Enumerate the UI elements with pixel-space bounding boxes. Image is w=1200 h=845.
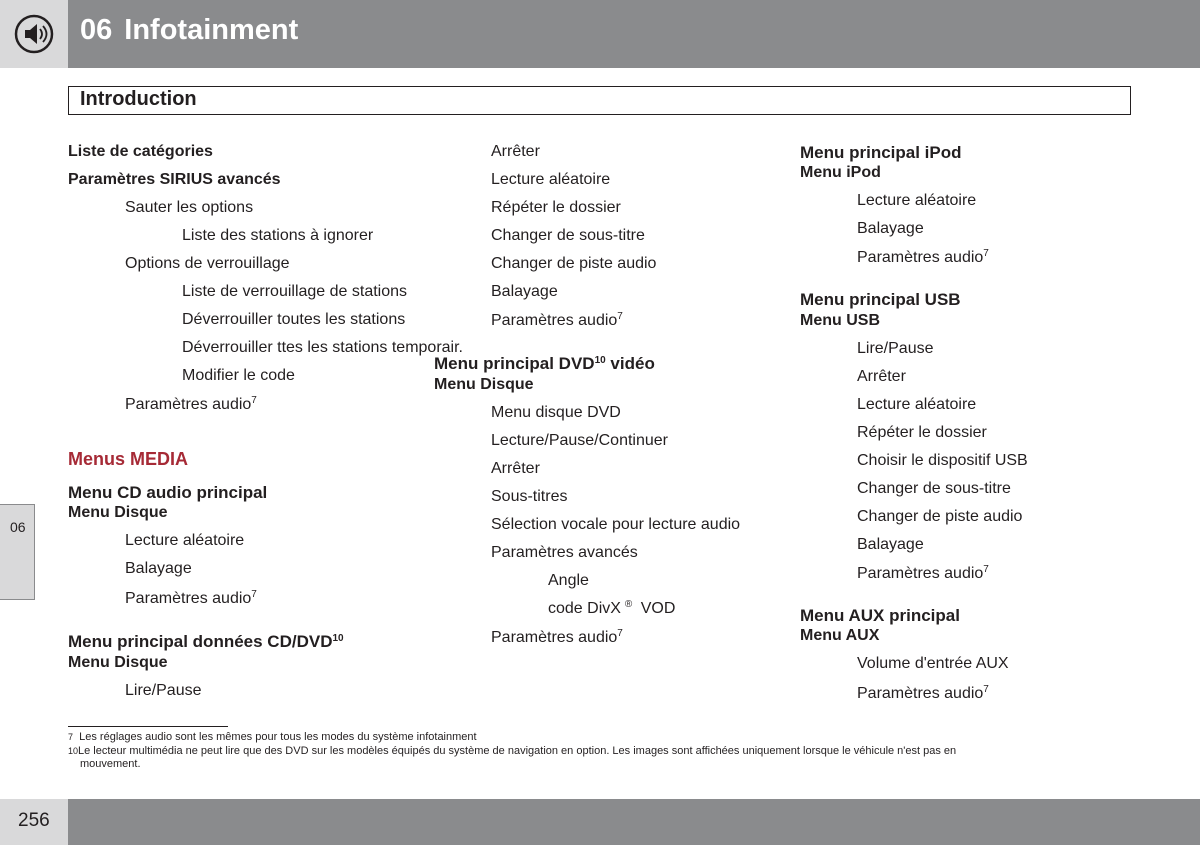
chapter-icon-box xyxy=(0,0,68,68)
section-title-box xyxy=(68,86,1131,115)
menu-item: Arrêter xyxy=(857,368,906,385)
menu-item: Balayage xyxy=(857,536,924,553)
menu-item: Paramètres avancés xyxy=(491,544,638,561)
menu-item: Changer de sous-titre xyxy=(857,480,1011,497)
menu-item: Lecture aléatoire xyxy=(491,171,611,188)
menu-item: Paramètres audio$^7$ xyxy=(857,248,989,266)
menu-subheading: Menu USB xyxy=(800,312,880,329)
footer-bar xyxy=(68,799,1200,845)
menu-item: Menu disque DVD xyxy=(491,404,621,421)
menu-item: Lecture aléatoire xyxy=(125,532,245,549)
menu-item: Arrêter xyxy=(491,143,540,160)
menu-item: Balayage xyxy=(125,560,192,577)
menu-item: Liste des stations à ignorer xyxy=(182,227,374,244)
menu-subheading: Menu iPod xyxy=(800,164,881,181)
menu-item: Changer de piste audio xyxy=(491,255,657,272)
speaker-icon xyxy=(14,14,54,54)
menu-item: Sous-titres xyxy=(491,488,568,505)
menu-item: Modifier le code xyxy=(182,367,295,384)
menu-item: Lecture aléatoire xyxy=(857,192,977,209)
chapter-number: 06 xyxy=(80,14,113,46)
menu-item: Paramètres SIRIUS avancés xyxy=(68,171,281,188)
menu-heading: Menu principal USB xyxy=(800,290,961,309)
menu-item: Liste de catégories xyxy=(68,143,213,160)
page-number-box xyxy=(0,799,68,845)
menu-item: Répéter le dossier xyxy=(857,424,987,441)
menu-item: Répéter le dossier xyxy=(491,199,621,216)
footnote: 7 Les réglages audio sont les mêmes pour tous les modes du système infotainment xyxy=(68,731,477,743)
menu-heading: Menu AUX principal xyxy=(800,606,960,625)
footnote: 10Le lecteur multimédia ne peut lire que des DVD sur les modèles équipés du système de navigation en option. Les images sont affichées uniquement lorsque le véhicule n'est pas en xyxy=(68,745,957,757)
menu-item: Balayage xyxy=(491,283,558,300)
footnote-divider xyxy=(68,726,228,727)
menu-heading: Menu CD audio principal xyxy=(68,483,268,502)
menu-item: Paramètres audio$^7$ xyxy=(491,311,623,329)
menu-item: Lecture aléatoire xyxy=(857,396,977,413)
side-tab xyxy=(0,504,35,600)
menu-item: Paramètres audio$^7$ xyxy=(857,564,989,582)
section-title: Introduction xyxy=(80,88,197,110)
menu-item: Changer de sous-titre xyxy=(491,227,645,244)
menu-item: code DivX ® VOD xyxy=(548,599,676,617)
menu-item: Angle xyxy=(548,572,589,589)
menu-item: Lire/Pause xyxy=(857,340,934,357)
menu-item: Lire/Pause xyxy=(125,682,202,699)
menu-subheading: Menu Disque xyxy=(68,504,168,521)
menu-item: Lecture/Pause/Continuer xyxy=(491,432,668,449)
menu-subheading: Menu AUX xyxy=(800,627,880,644)
side-tab-label: 06 xyxy=(10,519,26,535)
chapter-name: Infotainment xyxy=(124,14,299,46)
menu-item: Sauter les options xyxy=(125,199,254,216)
menu-subheading: Menu Disque xyxy=(68,654,168,671)
menu-subheading: Menu Disque xyxy=(434,376,534,393)
menu-item: Options de verrouillage xyxy=(125,255,290,272)
menu-item: Balayage xyxy=(857,220,924,237)
footnote-continuation: mouvement. xyxy=(80,758,141,770)
menu-item: Déverrouiller ttes les stations temporair. xyxy=(182,339,463,356)
menu-item: Sélection vocale pour lecture audio xyxy=(491,516,741,533)
menu-item: Choisir le dispositif USB xyxy=(857,452,1028,469)
chapter-title xyxy=(80,14,298,47)
menu-item: Changer de piste audio xyxy=(857,508,1023,525)
media-heading: Menus MEDIA xyxy=(68,449,189,469)
menu-heading: Menu principal données CD/DVD$^{10}$ xyxy=(68,632,344,651)
menu-heading: Menu principal iPod xyxy=(800,143,962,162)
menu-item: Paramètres audio$^7$ xyxy=(857,684,989,702)
menu-item: Volume d'entrée AUX xyxy=(857,655,1009,672)
menu-heading: Menu principal DVD$^{10}$ vidéo xyxy=(434,354,655,373)
menu-item: Arrêter xyxy=(491,460,540,477)
menu-item: Paramètres audio$^7$ xyxy=(125,395,257,413)
menu-item: Liste de verrouillage de stations xyxy=(182,283,408,300)
page-number: 256 xyxy=(18,810,50,831)
menu-item: Paramètres audio$^7$ xyxy=(491,628,623,646)
menu-item: Paramètres audio$^7$ xyxy=(125,589,257,607)
menu-item: Déverrouiller toutes les stations xyxy=(182,311,406,328)
